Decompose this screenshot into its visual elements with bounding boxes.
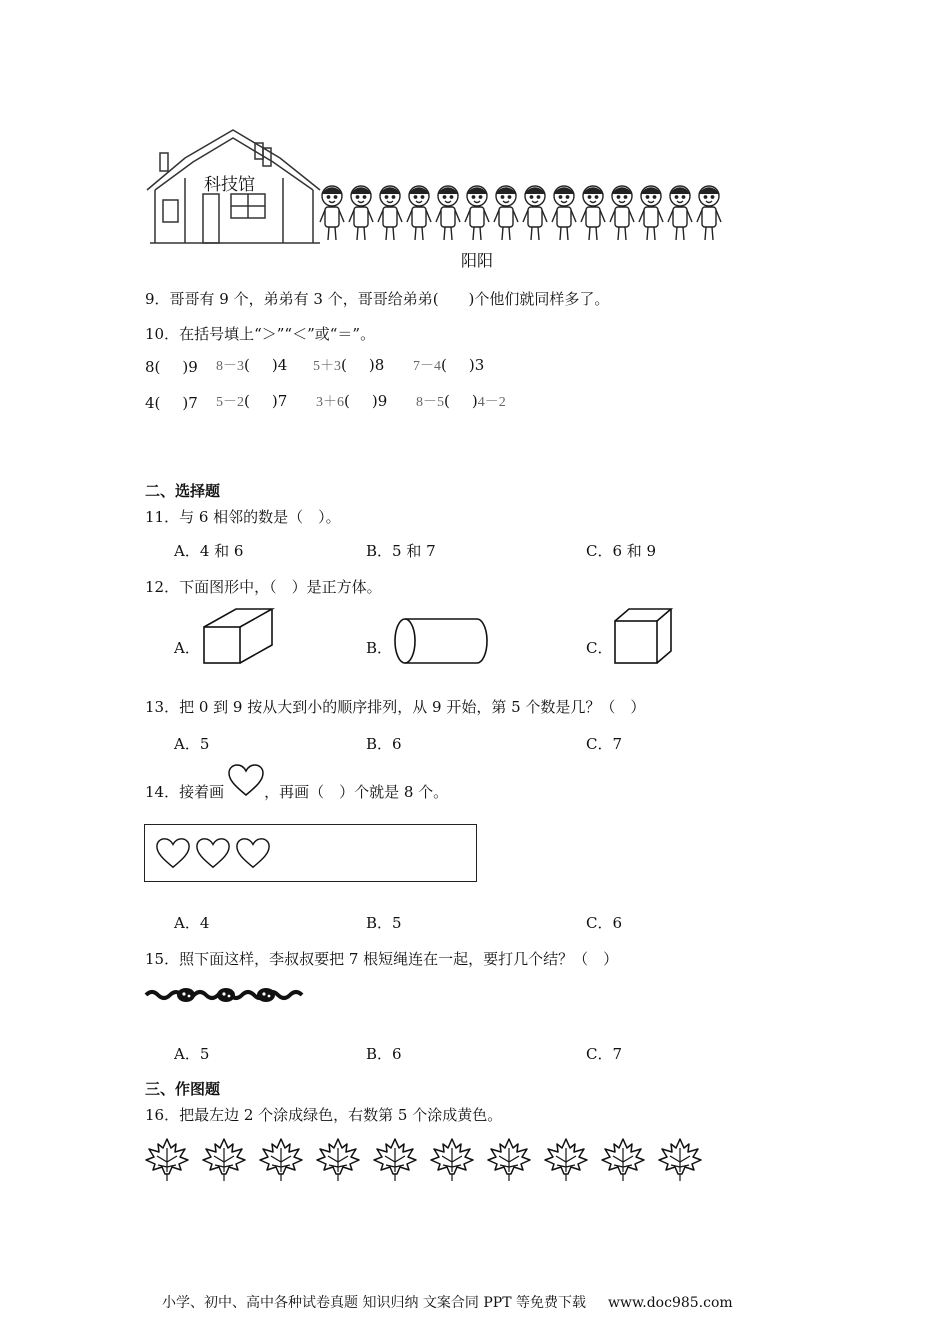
question-15: 15．照下面这样，李叔叔要把 7 根短绳连在一起，要打几个结？（ ） (145, 950, 619, 968)
maple-leaf-icon[interactable] (373, 1136, 418, 1182)
q10-r1-i2-left: ( (244, 356, 250, 374)
q12-option-c[interactable]: C． (586, 639, 613, 657)
building-sign: 科技馆 (204, 175, 255, 195)
q13-option-b[interactable]: B．6 (366, 735, 402, 753)
q10-r2-i2-expr: 5－2 (216, 395, 244, 410)
cuboid-figure (202, 607, 274, 665)
question-13: 13．把 0 到 9 按从大到小的顺序排列，从 9 开始，第 5 个数是几？（ ） (145, 698, 646, 716)
maple-leaf-icon[interactable] (202, 1136, 247, 1182)
q10-r2-i3-left: ( (344, 392, 350, 410)
q13-option-a[interactable]: A．5 (174, 735, 210, 753)
q13-option-c[interactable]: C．7 (586, 735, 623, 753)
child-figure (320, 186, 344, 240)
knotted-rope-figure (146, 984, 302, 1006)
child-figure (581, 186, 605, 240)
heart-icon (235, 836, 271, 870)
maple-leaf-icon[interactable] (430, 1136, 475, 1182)
footer-url[interactable]: www.doc985.com (607, 1295, 733, 1311)
q10-r2-i2-left: ( (244, 392, 250, 410)
leaves-row (145, 1136, 703, 1182)
hearts-box (144, 824, 477, 882)
child-figure (697, 186, 721, 240)
q11-option-b[interactable]: B．5 和 7 (366, 542, 436, 560)
q12-option-a[interactable]: A． (174, 639, 200, 657)
child-figure (523, 186, 547, 240)
q14-option-a[interactable]: A．4 (174, 914, 210, 932)
heart-icon (195, 836, 231, 870)
child-figure (494, 186, 518, 240)
q15-option-b[interactable]: B．6 (366, 1045, 402, 1063)
cube-figure (613, 607, 673, 665)
question-9: 9．哥哥有 9 个，弟弟有 3 个，哥哥给弟弟( )个他们就同样多了。 (145, 290, 610, 308)
q15-option-c[interactable]: C．7 (586, 1045, 623, 1063)
maple-leaf-icon[interactable] (259, 1136, 304, 1182)
child-figure (668, 186, 692, 240)
q14-stem-post: ，再画（ ）个就是 8 个。 (264, 783, 449, 801)
q14-stem-pre: 14．接着画 (145, 783, 225, 801)
child-figure (407, 186, 431, 240)
q10-r1-i3-right: )8 (368, 356, 385, 374)
q10-r1-i1-left: 8( (145, 358, 161, 376)
q15-option-a[interactable]: A．5 (174, 1045, 210, 1063)
child-name-label: 阳阳 (461, 251, 494, 270)
q10-r1-i3-left: ( (341, 356, 347, 374)
child-figure (465, 186, 489, 240)
child-figure (552, 186, 576, 240)
q10-r1-i2-right: )4 (271, 356, 288, 374)
maple-leaf-icon[interactable] (544, 1136, 589, 1182)
q10-r2-i1-left: 4( (145, 394, 161, 412)
question-14 (145, 781, 448, 802)
child-figure (610, 186, 634, 240)
q10-r2-i2-right: )7 (271, 392, 288, 410)
heart-icon (227, 763, 265, 797)
q10-r2-i4-left: ( (444, 392, 450, 410)
maple-leaf-icon[interactable] (316, 1136, 361, 1182)
q11-option-c[interactable]: C．6 和 9 (586, 542, 657, 560)
child-figure (349, 186, 373, 240)
footer-text (162, 1292, 733, 1312)
section-2-title: 二、选择题 (145, 482, 221, 500)
question-10: 10．在括号填上“＞”“＜”或“＝”。 (145, 325, 376, 343)
q10-r1-i4-left: ( (441, 356, 447, 374)
q10-r2-i4-tail: 4－2 (477, 395, 506, 410)
q10-r2-i4-right: ) (471, 392, 478, 410)
q10-r1-i4-right: )3 (468, 356, 485, 374)
q14-option-c[interactable]: C．6 (586, 914, 623, 932)
q10-r1-i3-expr: 5＋3 (313, 359, 341, 374)
q10-r2-i3-expr: 3＋6 (316, 395, 344, 410)
section-3-title: 三、作图题 (145, 1080, 221, 1098)
children-line (318, 182, 728, 252)
child-figure (436, 186, 460, 240)
maple-leaf-icon[interactable] (601, 1136, 646, 1182)
q11-option-a[interactable]: A．4 和 6 (174, 542, 244, 560)
maple-leaf-icon[interactable] (487, 1136, 532, 1182)
cylinder-figure (393, 617, 489, 665)
heart-icon (155, 836, 191, 870)
q10-r1-i2-expr: 8－3 (216, 359, 244, 374)
q10-r2-i4-expr: 8－5 (416, 395, 444, 410)
footer-description: 小学、初中、高中各种试卷真题 知识归纳 文案合同 PPT 等免费下载 (162, 1295, 586, 1311)
question-12: 12．下面图形中，（ ）是正方体。 (145, 578, 382, 596)
q14-option-b[interactable]: B．5 (366, 914, 402, 932)
q10-r1-i1-right: )9 (182, 358, 198, 376)
q10-r2-i1-right: )7 (182, 394, 198, 412)
question-16: 16．把最左边 2 个涂成绿色，右数第 5 个涂成黄色。 (145, 1106, 503, 1124)
q10-r2-i3-right: )9 (371, 392, 388, 410)
question-11: 11．与 6 相邻的数是（ ）。 (145, 508, 341, 526)
maple-leaf-icon[interactable] (145, 1136, 190, 1182)
q12-option-b[interactable]: B． (366, 639, 393, 657)
q10-r1-i4-expr: 7－4 (413, 359, 441, 374)
maple-leaf-icon[interactable] (658, 1136, 703, 1182)
child-figure (378, 186, 402, 240)
child-figure (639, 186, 663, 240)
